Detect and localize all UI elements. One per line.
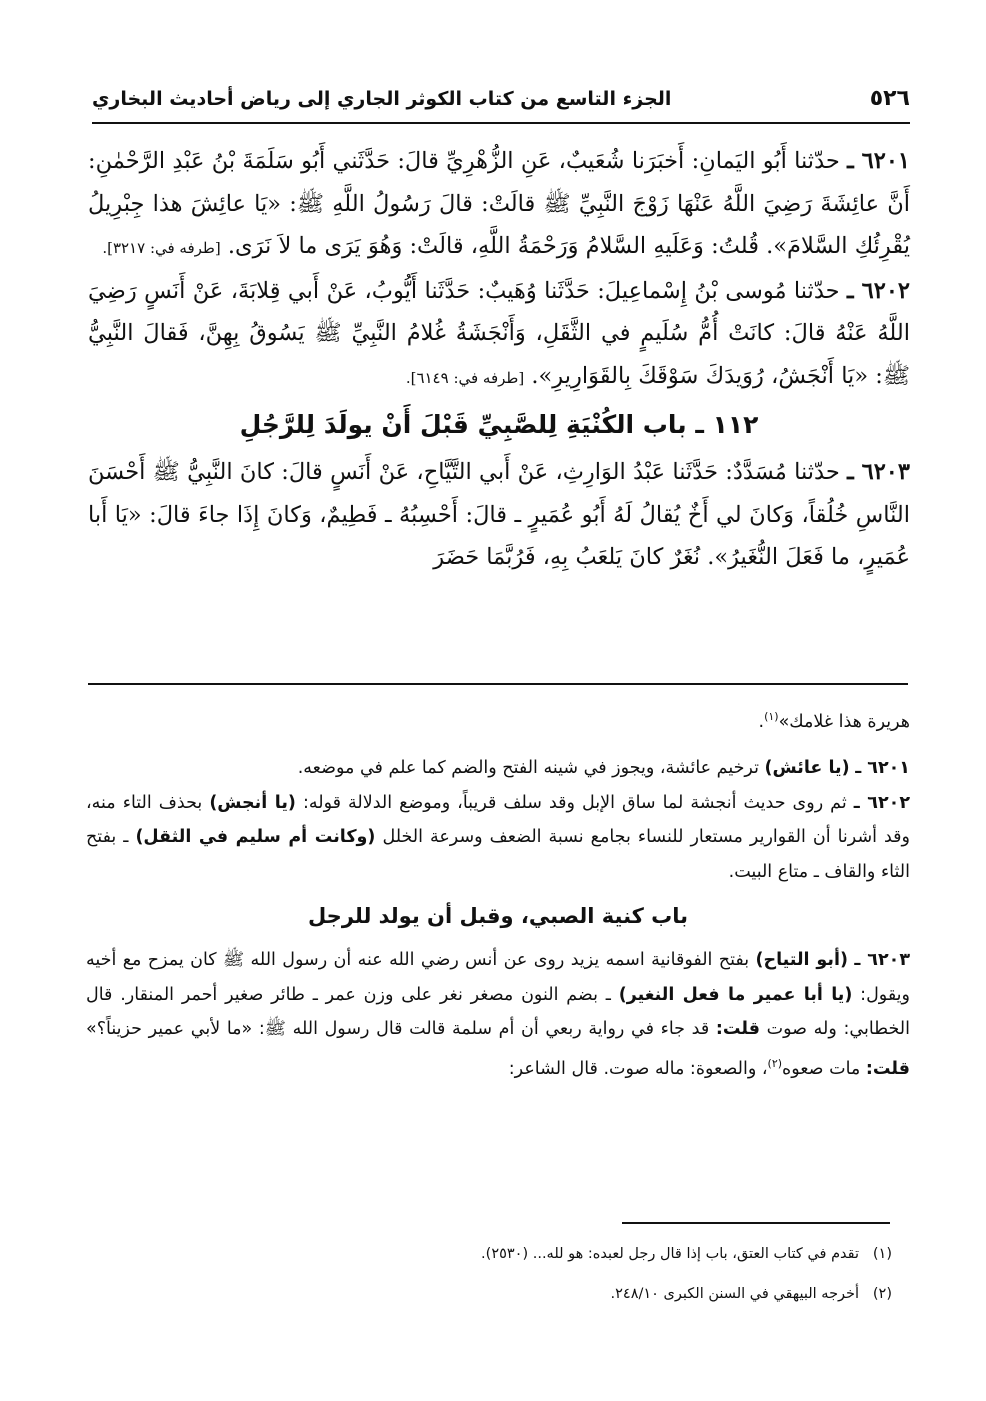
page-number: ٥٢٦ xyxy=(869,86,910,111)
quoted-phrase: (أبو التياح) xyxy=(755,950,848,971)
hadith-6201 xyxy=(88,140,910,270)
commentary-block xyxy=(86,700,910,1086)
footnote-number: (٢) xyxy=(872,1286,892,1302)
hadith-number: ٦٢٠١ ـ xyxy=(847,148,910,174)
section-divider xyxy=(88,683,908,685)
footnote-2 xyxy=(300,1274,892,1314)
hadith-number: ٦٢٠٣ ـ xyxy=(847,459,910,485)
quoted-phrase: (يا أبا عمير ما فعل النغير) xyxy=(618,984,853,1005)
quoted-phrase: (وكانت أم سليم في الثقل) xyxy=(135,827,376,848)
hadith-6202 xyxy=(88,270,910,400)
qultu-marker: قلت: xyxy=(715,1019,760,1040)
qultu-marker: قلت: xyxy=(865,1058,910,1079)
commentary-number: ٦٢٠١ ـ xyxy=(855,758,910,779)
hadith-body: حدّثنا مُسَدَّدٌ: حَدَّثَنا عَبْدُ الوَارِثِ، عَنْ أَبي التَّيَّاحِ، عَنْ أَنَسٍ قالَ: كانَ النَّبِيُّ ﷺ أَحْسَنَ النَّاسِ خُلُقاً، وَكانَ لي أَخٌ يُقالُ لَهُ أَبُو عُمَيرٍ ـ قالَ: أَحْسِبُهُ ـ فَطِيمٌ، وَكانَ إِذَا جاءَ قالَ: «يَا أَبا عُمَيرٍ، ما فَعَلَ النُّغَيرُ». نُغَرٌ كانَ يَلعَبُ بِهِ، فَرُبَّمَا حَضَرَ xyxy=(88,459,910,570)
quoted-phrase: (يا أنجش) xyxy=(209,792,296,813)
commentary-6201: ٦٢٠١ ـ (يا عائش) ترخيم عائشة، ويجوز في شينه الفتح والضم كما علم في موضعه. xyxy=(297,758,910,779)
cross-reference: [طرفه في: ٣٢١٧]. xyxy=(102,239,221,257)
commentary-carryover: هريرة هذا غلامك»$^{(١)}$. xyxy=(758,710,910,732)
footnote-text: تقدم في كتاب العتق، باب إذا قال رجل لعبده: هو لله... (٢٥٣٠). xyxy=(481,1246,860,1262)
cross-reference: [طرفه في: ٦١٤٩]. xyxy=(405,368,525,387)
footnote-rule xyxy=(622,1222,890,1224)
chapter-title: ١١٢ ـ باب الكُنْيَةِ لِلصَّبِيِّ قَبْلَ أَنْ يولَدَ لِلرَّجُلِ xyxy=(239,410,759,439)
running-title: الجزء التاسع من كتاب الكوثر الجاري إلى رياض أحاديث البخاري xyxy=(92,88,672,110)
footnote-marker: (١) xyxy=(764,710,779,723)
commentary-6203: ٦٢٠٣ ـ (أبو التياح) بفتح الفوقانية اسمه يزيد روى عن أنس رضي الله عنه أن رسول الله ﷺ كان يمزح مع أخيه ويقول: (يا أبا عمير ما فعل النغير) ـ بضم النون مصغر نغر على وزن عمر ـ طائر صغير أحمر المنقار. قال الخطابي: وله صوت قلت: قد جاء في رواية ربعي أن أم سلمة قالت قال رسول الله ﷺ: «ما لأبي عمير حزيناً؟» قلت: مات صعوه$^{(٢)}$، والصعوة: ماله صوت. قال الشاعر: xyxy=(86,950,911,1079)
commentary-chapter-heading: باب كنية الصبي، وقبل أن يولد للرجل xyxy=(307,904,689,929)
quoted-phrase: (يا عائش) xyxy=(764,758,850,779)
footnote-number: (١) xyxy=(872,1246,892,1262)
footnote-1 xyxy=(300,1234,892,1274)
footnote-text: أخرجه البيهقي في السنن الكبرى ٢٤٨/١٠. xyxy=(610,1286,860,1302)
hadith-text-block xyxy=(88,140,910,579)
footnotes xyxy=(300,1234,892,1314)
hadith-body: حدّثنا مُوسى بْنُ إِسْماعِيلَ: حَدَّثَنا وُهَيبٌ: حَدَّثَنا أَيُّوبُ، عَنْ أَبي قِلابَةَ، عَنْ أَنَسٍ رَضِيَ اللَّهُ عَنْهُ قالَ: كانَتْ أُمُّ سُلَيمٍ في الثَّقَلِ، وَأَنْجَشَةُ غُلامُ النَّبِيِّ ﷺ يَسُوقُ بِهِنَّ، فَقالَ النَّبِيُّ ﷺ: «يَا أَنْجَشُ، رُوَيدَكَ سَوْقَكَ بِالقَوَارِيرِ». xyxy=(88,277,910,389)
hadith-6203 xyxy=(88,451,910,579)
page-header xyxy=(92,82,910,124)
footnote-marker: (٢) xyxy=(767,1056,783,1070)
commentary-6202: ٦٢٠٢ ـ ثم روى حديث أنجشة لما ساق الإبل وقد سلف قريباً، وموضع الدلالة قوله: (يا أنجش) بحذف التاء منه، وقد أشرنا أن القوارير مستعار للنساء بجامع نسبة الضعف وسرعة الخلل (وكانت أم سليم في الثقل) ـ بفتح الثاء والقاف ـ متاع البيت. xyxy=(86,792,911,882)
hadith-number: ٦٢٠٢ ـ xyxy=(846,277,910,304)
commentary-number: ٦٢٠٣ ـ xyxy=(854,950,911,971)
commentary-number: ٦٢٠٢ ـ xyxy=(853,792,911,813)
hadith-body: حدّثنا أَبُو اليَمانِ: أَخبَرَنا شُعَيبٌ، عَنِ الزُّهْرِيِّ قالَ: حَدَّثَني أَبُو سَلَمَةَ بْنُ عَبْدِ الرَّحْمٰنِ: أَنَّ عائِشَةَ رَضِيَ اللَّهُ عَنْهَا زَوْجَ النَّبِيِّ ﷺ قالَتْ: قالَ رَسُولُ اللَّهِ ﷺ: «يَا عائِشَ هذا جِبْرِيلُ يُقْرِئُكِ السَّلامَ». قُلتُ: وَعَلَيهِ السَّلامُ وَرَحْمَةُ اللَّهِ، قالَتْ: وَهُوَ يَرَى ما لاَ نَرَى. xyxy=(88,148,910,259)
